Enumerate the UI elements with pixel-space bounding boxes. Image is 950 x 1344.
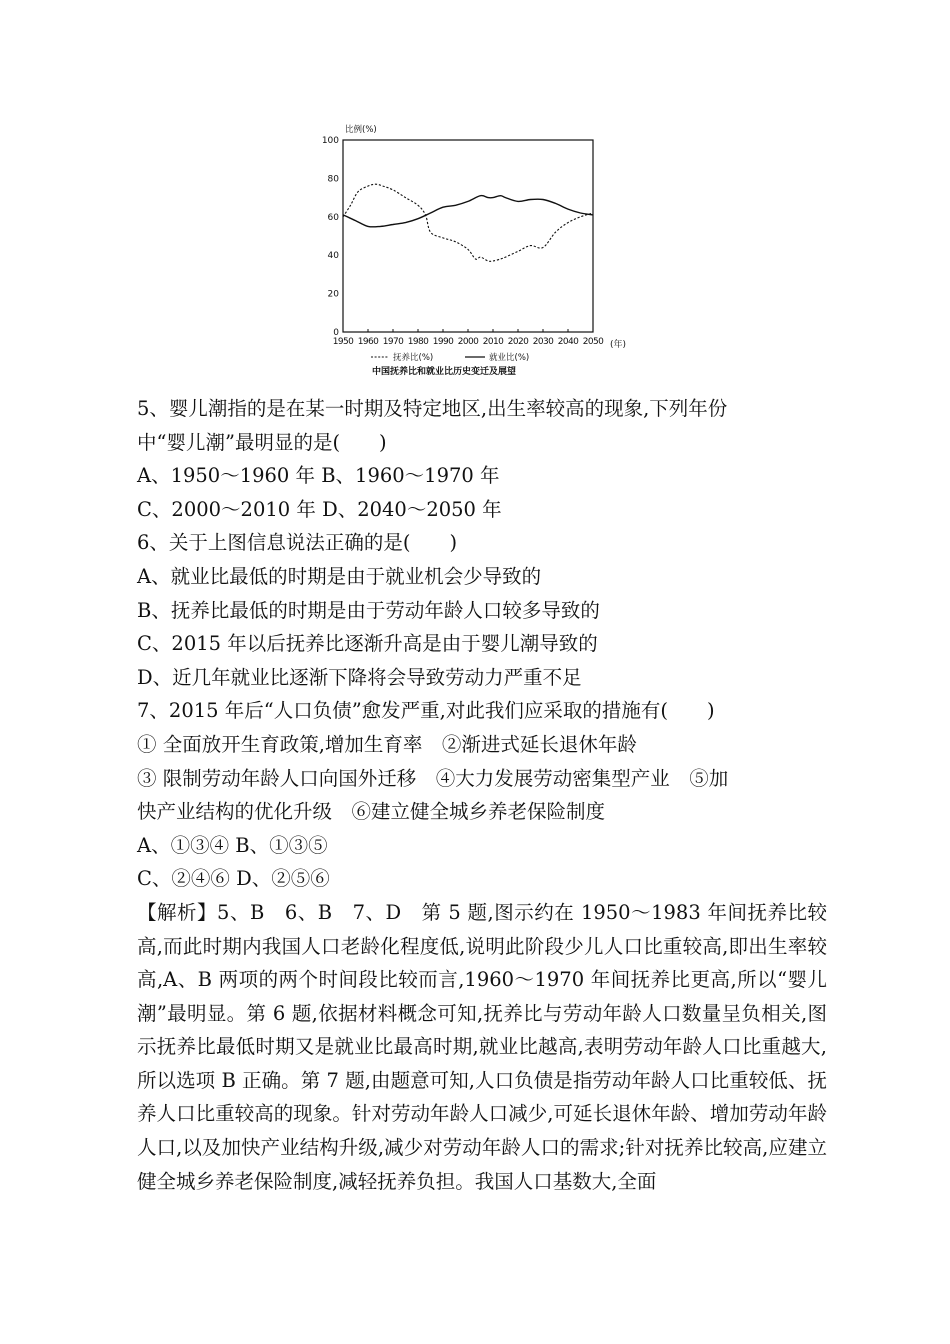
option-line: C、2015 年以后抚养比逐渐升高是由于婴儿潮导致的: [137, 632, 598, 656]
y-axis-label: 比例(%): [345, 125, 377, 135]
analysis-paragraph: 【解析】5、B 6、B 7、D 第 5 题,图示约在 1950～1983 年间抚养比较高,而此时期内我国人口老龄化程度低,说明此阶段少儿人口比重较高,即出生率较高,A、B 两项的两个时间段比较而言,1960～1970 年间抚养比更高,所以“婴儿潮”最明显。第 6 题,依据材料概念可知,抚养比与劳动年龄人口数量呈负相关,图示抚养比最低时期又是就业比最高时期,就业比越高,表明劳动年龄人口比重越大,所以选项 B 正确。第 7 题,由题意可知,人口负债是指劳动年龄人口比重较低、抚养人口比重较高的现象。针对劳动年龄人口减少,可延长退休年龄、增加劳动年龄人口,以及加快产业结构升级,减少对劳动年龄人口的需求;针对抚养比较高,应建立健全城乡养老保险制度,减轻抚养负担。我国人口基数大,全面: [137, 900, 827, 1193]
x-tick-label: 2010: [482, 337, 504, 347]
question-text: [137, 392, 827, 1198]
option-line: A、①③④ B、①③⑤: [137, 833, 328, 857]
text-line: 6、关于上图信息说法正确的是( ): [137, 531, 458, 555]
text-line: ③ 限制劳动年龄人口向国外迁移 ④大力发展劳动密集型产业 ⑤加: [137, 766, 729, 790]
text-line: ① 全面放开生育政策,增加生育率 ②渐进式延长退休年龄: [137, 732, 637, 756]
x-axis-label: (年): [610, 340, 627, 350]
series-line-employment-ratio: [343, 196, 593, 227]
x-tick-label: 2050: [582, 337, 604, 347]
option-line: D、近几年就业比逐渐下降将会导致劳动力严重不足: [137, 665, 582, 689]
y-tick-label: 0: [333, 328, 339, 338]
y-tick-label: 20: [327, 289, 339, 300]
x-tick-label: 2000: [457, 337, 479, 347]
legend: [371, 352, 529, 363]
legend-label-dependency: 抚养比(%): [393, 353, 434, 363]
x-tick-label: 1960: [357, 337, 379, 347]
text-line: 快产业结构的优化升级 ⑥建立健全城乡养老保险制度: [137, 800, 606, 824]
y-tick-label: 60: [327, 212, 339, 223]
text-line: 5、婴儿潮指的是在某一时期及特定地区,出生率较高的现象,下列年份: [137, 397, 728, 420]
x-tick-label: 2020: [507, 337, 529, 347]
y-tick-label: 80: [327, 174, 339, 185]
chart-title: 中国抚养比和就业比历史变迁及展望: [372, 367, 517, 377]
y-tick-label: 100: [321, 136, 339, 146]
x-tick-label: 2030: [532, 337, 554, 347]
legend-label-employment: 就业比(%): [489, 353, 530, 363]
plot-frame: [343, 140, 593, 332]
option-line: C、2000～2010 年 D、2040～2050 年: [137, 497, 502, 521]
text-line: 中“婴儿潮”最明显的是( ): [137, 430, 387, 454]
line-chart: [315, 118, 645, 388]
series-line-dependency-ratio: [343, 184, 593, 261]
text-line: 7、2015 年后“人口负债”愈发严重,对此我们应采取的措施有( ): [137, 699, 715, 723]
x-tick-label: 1990: [432, 337, 454, 347]
option-line: A、就业比最低的时期是由于就业机会少导致的: [137, 564, 542, 588]
option-line: C、②④⑥ D、②⑤⑥: [137, 867, 330, 891]
y-ticks: [322, 136, 339, 338]
x-tick-label: 1950: [332, 337, 354, 347]
x-tick-label: 1970: [382, 337, 404, 347]
option-line: A、1950～1960 年 B、1960～1970 年: [137, 464, 500, 488]
option-line: B、抚养比最低的时期是由于劳动年龄人口较多导致的: [137, 598, 600, 622]
x-tick-label: 2040: [557, 337, 579, 347]
y-tick-label: 40: [327, 251, 339, 262]
x-tick-label: 1980: [407, 337, 429, 347]
